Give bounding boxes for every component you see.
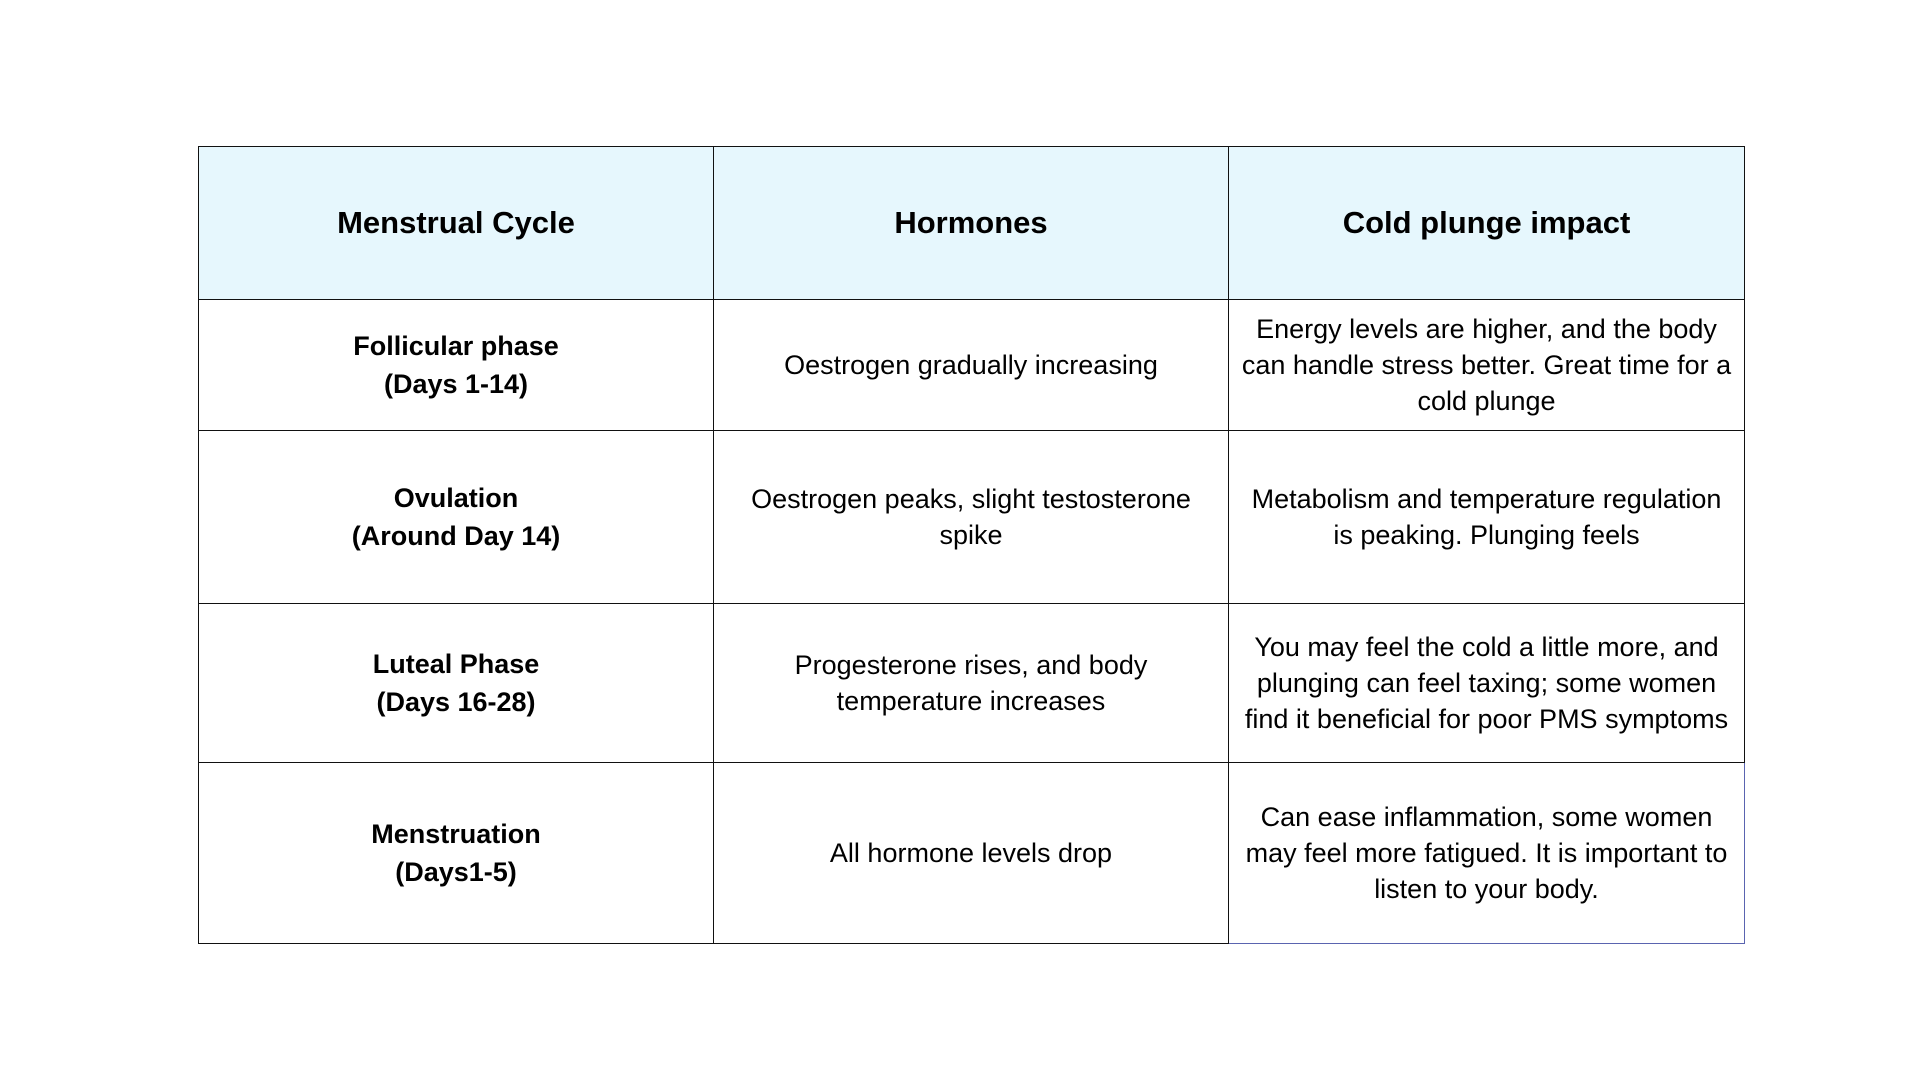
phase-days: (Around Day 14) xyxy=(351,521,561,551)
header-hormones: Hormones xyxy=(714,147,1229,300)
phase-cell xyxy=(199,604,714,763)
impact-cell: Can ease inflammation, some women may feel more fatigued. It is important to listen to your body. xyxy=(1229,763,1745,944)
table-row xyxy=(199,763,1745,944)
phase-name: Luteal Phase xyxy=(372,649,540,679)
header-row xyxy=(199,147,1745,300)
menstrual-cycle-table xyxy=(198,146,1745,944)
header-cold-plunge-impact: Cold plunge impact xyxy=(1229,147,1745,300)
phase-cell xyxy=(199,300,714,431)
phase-cell xyxy=(199,431,714,604)
phase-cell xyxy=(199,763,714,944)
phase-days: (Days 1-14) xyxy=(383,369,529,399)
impact-cell: Metabolism and temperature regulation is peaking. Plunging feels xyxy=(1229,431,1745,604)
phase-days: (Days 16-28) xyxy=(376,687,536,717)
phase-name: Follicular phase xyxy=(353,331,559,361)
table-header xyxy=(199,147,1745,300)
table-row xyxy=(199,431,1745,604)
header-menstrual-cycle: Menstrual Cycle xyxy=(199,147,714,300)
phase-name: Menstruation xyxy=(371,819,541,849)
impact-cell: Energy levels are higher, and the body can handle stress better. Great time for a cold plunge xyxy=(1229,300,1745,431)
hormones-cell: Oestrogen gradually increasing xyxy=(714,300,1229,431)
table-row xyxy=(199,604,1745,763)
hormones-cell: Progesterone rises, and body temperature increases xyxy=(714,604,1229,763)
phase-days: (Days1-5) xyxy=(395,857,517,887)
hormones-cell: Oestrogen peaks, slight testosterone spike xyxy=(714,431,1229,604)
hormones-cell: All hormone levels drop xyxy=(714,763,1229,944)
phase-name: Ovulation xyxy=(393,483,519,513)
table-row xyxy=(199,300,1745,431)
impact-cell: You may feel the cold a little more, and plunging can feel taxing; some women find it beneficial for poor PMS symptoms xyxy=(1229,604,1745,763)
table-body xyxy=(199,300,1745,944)
